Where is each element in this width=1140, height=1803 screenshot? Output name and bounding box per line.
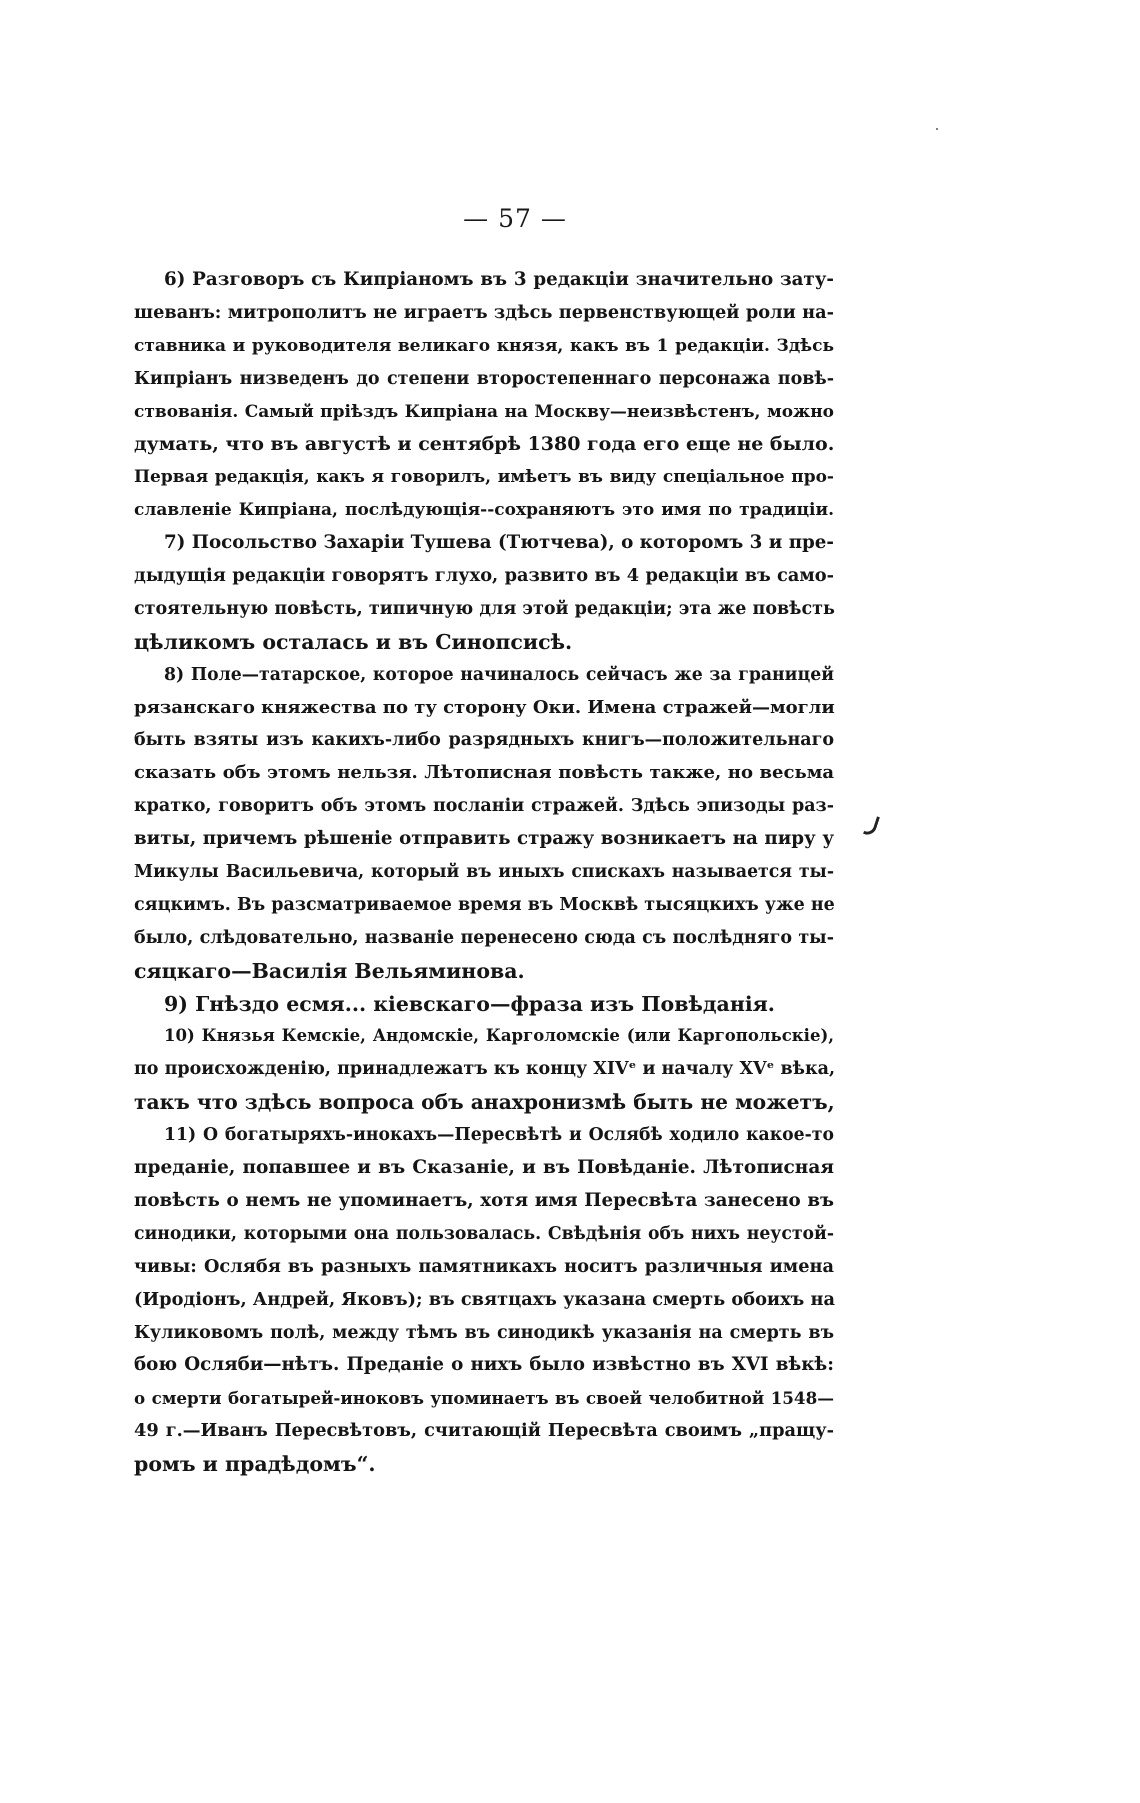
text-line: виты, причемъ рѣшеніе отправить стражу возникаетъ на пиру у (134, 828, 834, 850)
text-line: 9) Гнѣздо есмя... кіевскаго—фраза изъ Повѣданія. (164, 991, 775, 1016)
paragraph-8 (134, 659, 834, 988)
text-line: (Иродіонъ, Андрей, Яковъ); въ святцахъ указана смерть обоихъ на (134, 1288, 835, 1310)
text-line: Куликовомъ полѣ, между тѣмъ въ синодикѣ указанія на смерть въ (134, 1322, 834, 1343)
text-line: стоятельную повѣсть, типичную для этой редакціи; эта же повѣсть (134, 598, 835, 619)
text-line: сяцкимъ. Въ разсматриваемое время въ Москвѣ тысяцкихъ уже не (134, 894, 835, 915)
text-line: шеванъ: митрополитъ не играетъ здѣсь первенствующей роли на- (134, 301, 834, 323)
paragraph-6 (134, 264, 834, 527)
text-line: дыдущія редакціи говорятъ глухо, развито въ 4 редакціи въ само- (134, 565, 834, 587)
text-line: Первая редакція, какъ я говорилъ, имѣетъ въ виду спеціальное про- (134, 467, 834, 488)
paragraph-10 (134, 1020, 834, 1119)
text-line: кратко, говоритъ объ этомъ посланіи стражей. Здѣсь эпизоды раз- (134, 796, 834, 817)
text-line: Микулы Васильевича, который въ иныхъ спискахъ называется ты- (134, 862, 834, 883)
text-line: славленіе Кипріана, послѣдующія--сохраняютъ это имя по традиціи. (134, 500, 834, 521)
text-line: 6) Разговоръ съ Кипріаномъ въ 3 редакціи значительно зату- (164, 269, 834, 290)
text-line: бою Осляби—нѣтъ. Преданіе о нихъ было извѣстно въ XVI вѣкѣ: (134, 1354, 834, 1376)
text-line: сяцкаго—Василія Вельяминова. (134, 958, 525, 983)
text-line: 10) Князья Кемскіе, Андомскіе, Карголомскіе (или Каргопольскіе), (164, 1026, 834, 1046)
text-line: синодики, которыми она пользовалась. Свѣдѣнія объ нихъ неустой- (134, 1223, 834, 1244)
body-text (134, 264, 834, 1481)
text-line: ствованія. Самый пріѣздъ Кипріана на Москву—неизвѣстенъ, можно (134, 401, 834, 422)
paragraph-11 (134, 1119, 834, 1481)
text-line: быть взяты изъ какихъ-либо разрядныхъ книгъ—положительнаго (134, 730, 834, 751)
text-line: по происхожденію, принадлежатъ къ концу XIVᵉ и началу XVᵉ вѣка, (134, 1059, 836, 1080)
text-line: думать, что въ августѣ и сентябрѣ 1380 года его еще не было. (134, 433, 835, 456)
text-line: рязанскаго княжества по ту сторону Оки. Имена стражей—могли (134, 696, 835, 718)
text-line: 7) Посольство Захаріи Тушева (Тютчева), о которомъ 3 и пре- (164, 532, 834, 554)
text-line: о смерти богатырей-иноковъ упоминаетъ въ своей челобитной 1548— (134, 1388, 834, 1409)
text-line: преданіе, попавшее и въ Сказаніе, и въ Повѣданіе. Лѣтописная (134, 1157, 834, 1179)
text-line: Кипріанъ низведенъ до степени второстепеннаго персонажа повѣ- (134, 368, 834, 389)
text-line: 11) О богатыряхъ-инокахъ—Пересвѣтѣ и Ослябѣ ходило какое-то (164, 1125, 834, 1146)
text-line: было, слѣдовательно, названіе перенесено сюда съ послѣдняго ты- (134, 927, 834, 948)
page-number: — 57 — (463, 204, 567, 233)
text-line: 49 г.—Иванъ Пересвѣтовъ, считающій Пересвѣта своимъ „пращу- (134, 1420, 834, 1442)
paragraph-7 (134, 527, 834, 659)
text-line: 8) Поле—татарское, которое начиналось сейчасъ же за границей (164, 664, 834, 685)
text-line: ромъ и прадѣдомъ“. (134, 1452, 376, 1477)
paragraph-9 (134, 988, 834, 1021)
text-line: цѣликомъ осталась и въ Синопсисѣ. (134, 629, 573, 654)
text-line: сказать объ этомъ нельзя. Лѣтописная повѣсть также, но весьма (134, 762, 834, 784)
text-line: такъ что здѣсь вопроса объ анахронизмѣ быть не можетъ, (134, 1090, 835, 1115)
text-line: чивы: Ослябя въ разныхъ памятникахъ носитъ различныя имена (134, 1255, 834, 1277)
text-line: ставника и руководителя великаго князя, какъ въ 1 редакціи. Здѣсь (134, 335, 834, 356)
scan-speck (936, 128, 938, 130)
margin-mark (863, 814, 880, 837)
text-line: повѣсть о немъ не упоминаетъ, хотя имя Пересвѣта занесено въ (134, 1189, 834, 1211)
